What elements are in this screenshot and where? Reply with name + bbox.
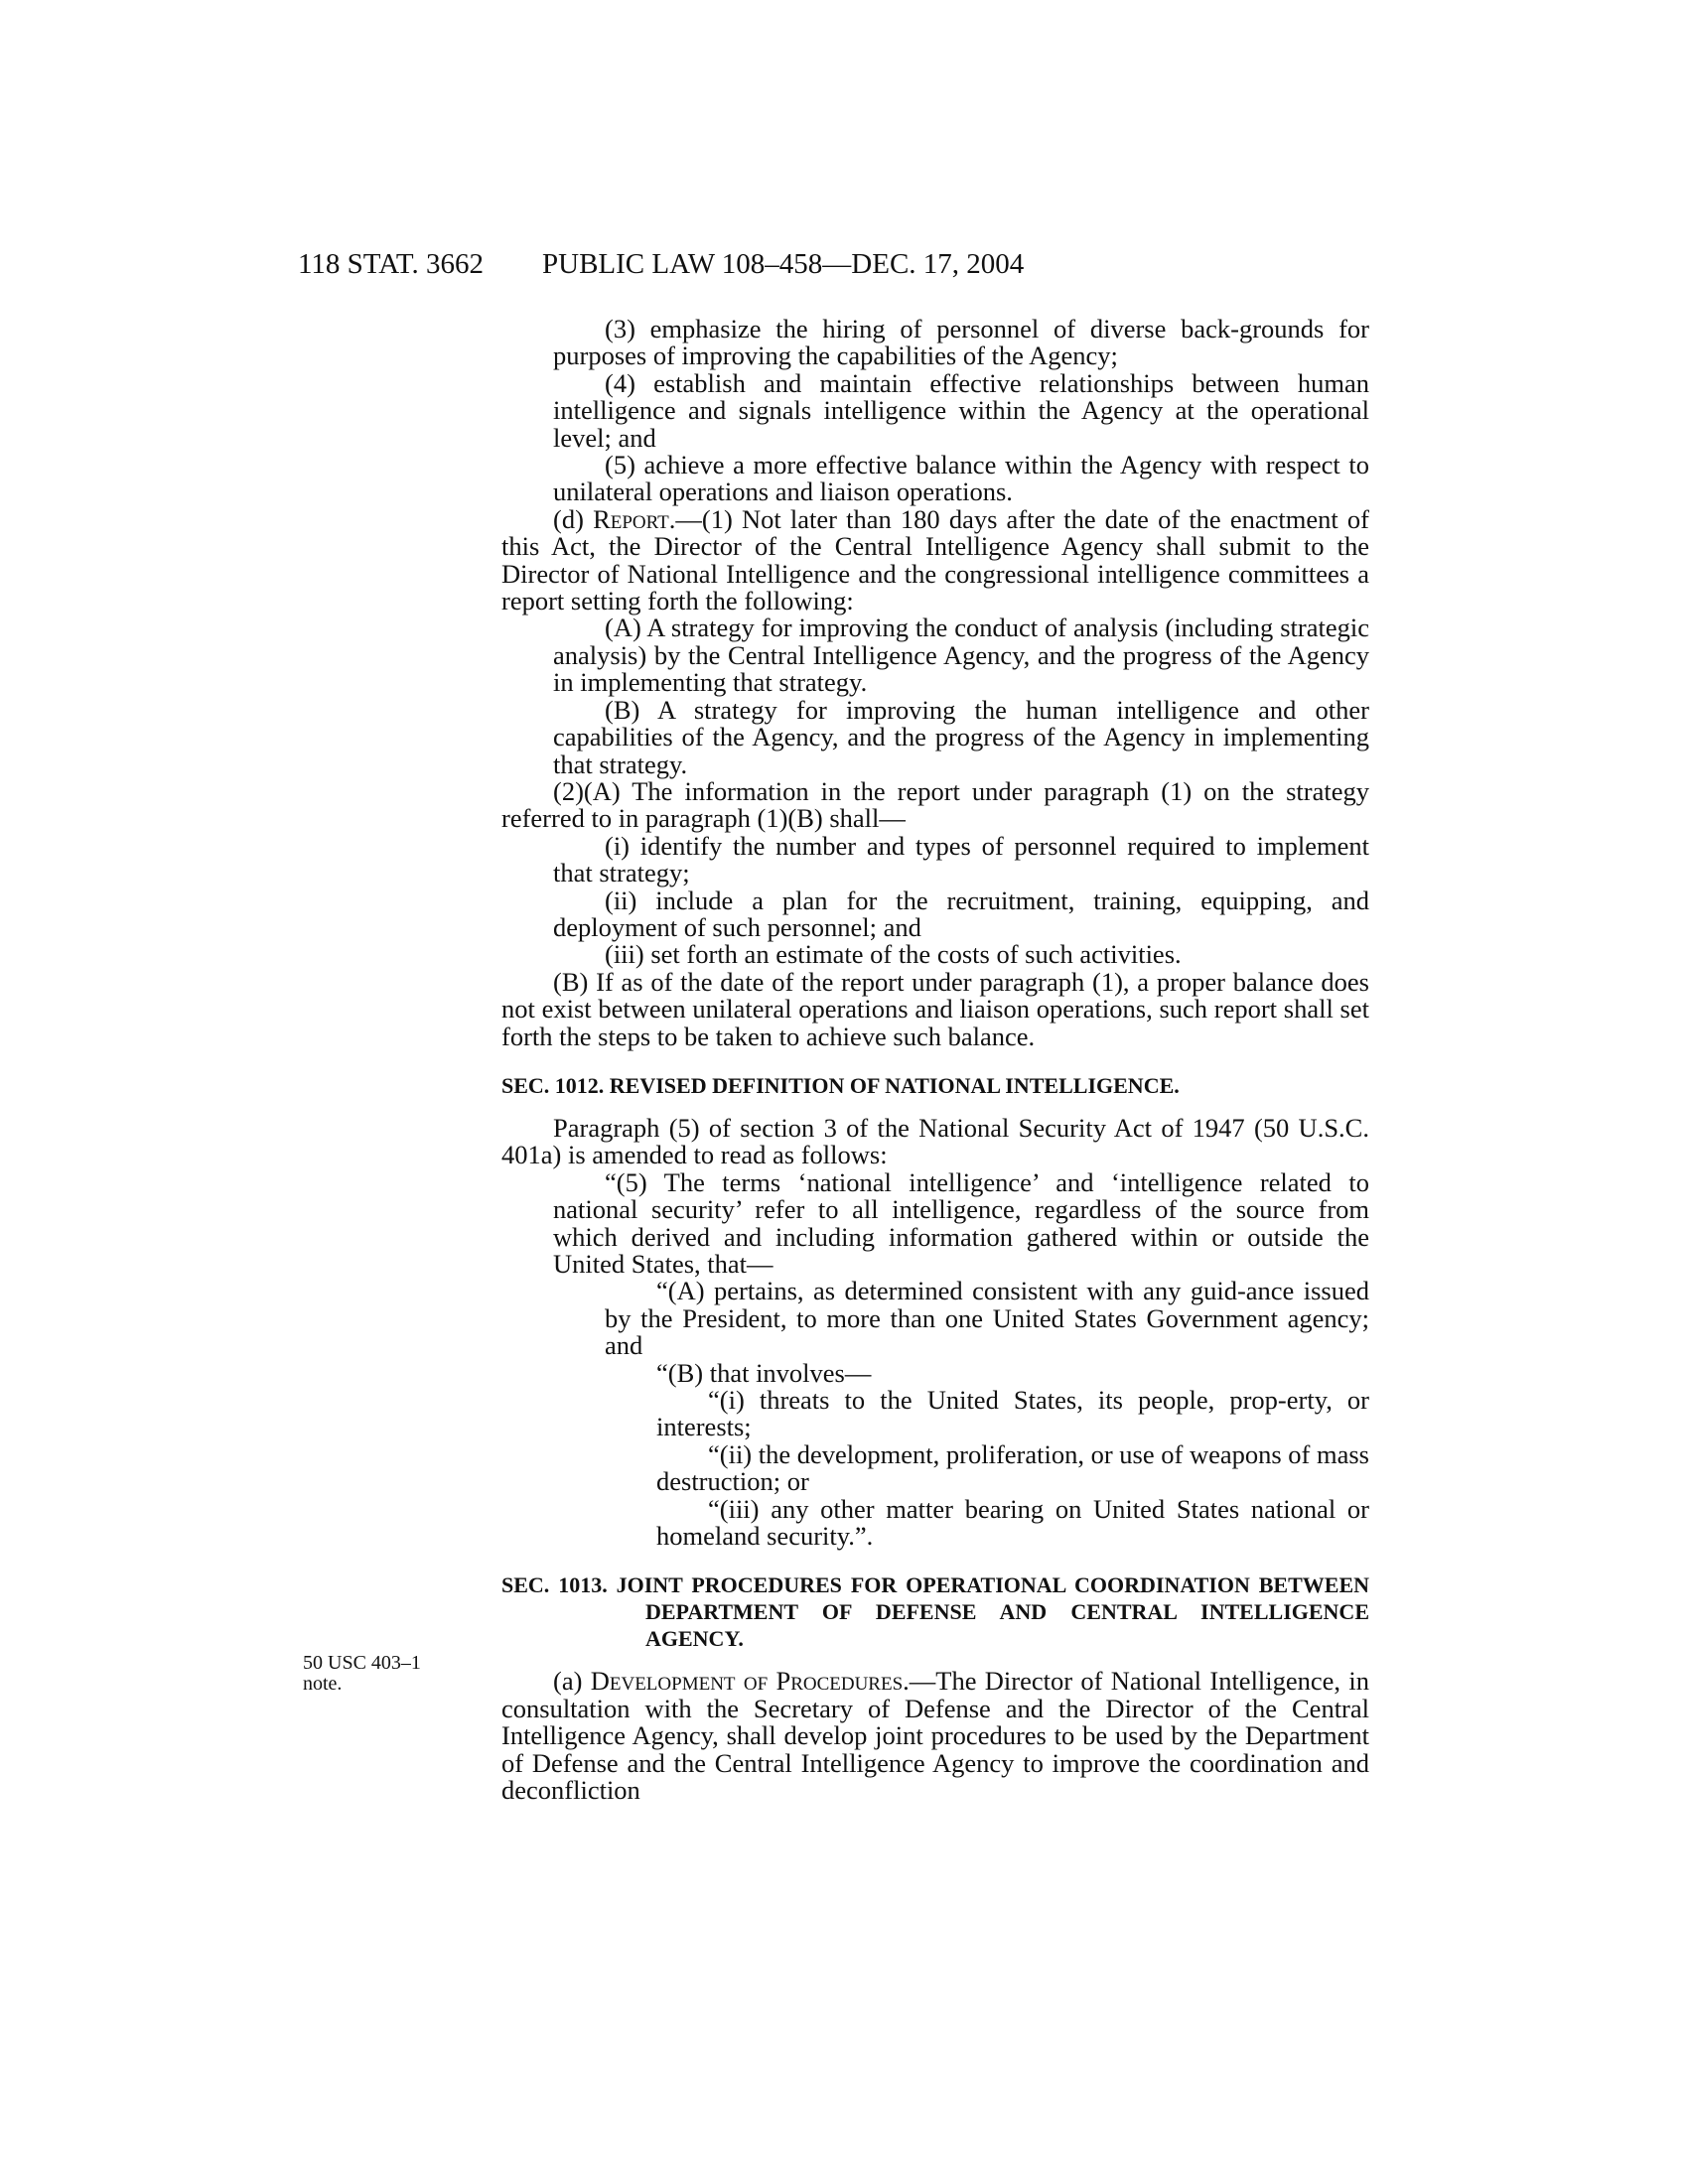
subsection-d-label: (d) — [553, 503, 594, 534]
clause-d-i: (i) identify the number and types of personnel required to implement that strategy; — [553, 830, 1369, 888]
section-1013-heading — [501, 1571, 1369, 1652]
subparagraph-d-a — [501, 614, 1369, 696]
quoted-clause-iii: “(iii) any other matter bearing on United States national or homeland security.”. — [656, 1493, 1369, 1552]
subparagraph-d-b — [501, 694, 1369, 779]
subparagraph-d-a-text: (A) A strategy for improving the conduct of analysis (including strategic analysis) by the Central Intelligence Agency, and the progress of the Agency in implementing that strategy. — [553, 613, 1369, 698]
subsection-a-text: .—The Director of National Intelligence, in consultation with the Secretary of Defense and the Director of the Central Intelligence Agency, shall develop joint procedures to be used by the Department of Defense and the Central Intelligence Agency to improve the coordination and deconfliction — [501, 1666, 1369, 1806]
paragraph-4: (4) establish and maintain effective relationships between human intelligence and signals intelligence within the Agency at the operational level; and — [553, 367, 1369, 453]
quoted-clause-ii: “(ii) the development, proliferation, or use of weapons of mass destruction; or — [656, 1438, 1369, 1497]
paragraph-3: (3) emphasize the hiring of personnel of diverse back-grounds for purposes of improving the capabilities of the Agency; — [553, 314, 1369, 371]
public-law-citation: PUBLIC LAW 108–458—DEC. 17, 2004 — [542, 248, 1025, 280]
document-body — [501, 314, 1370, 1806]
subsection-d-text: .—(1) Not later than 180 days after the date of the enactment of this Act, the Director of the Central Intelligence Agency shall submit to the Director of National Intelligence and the congressional intelligence committees a report setting forth the following: — [501, 503, 1369, 616]
section-1013-subsection-a — [501, 1668, 1369, 1804]
quoted-subparagraph-b: “(B) that involves— — [656, 1357, 872, 1388]
subparagraph-d-b-text: (B) A strategy for improving the human intelligence and other capabilities of the Agency, and the progress of the Agency in implementing that strategy. — [553, 694, 1369, 779]
paragraph-5: (5) achieve a more effective balance within the Agency with respect to unilateral operations and liaison operations. — [553, 450, 1369, 507]
quoted-clause-i: “(i) threats to the United States, its people, prop-erty, or interests; — [656, 1385, 1369, 1442]
section-1013-title: JOINT PROCEDURES FOR OPERATIONAL COORDINATION BETWEEN DEPARTMENT OF DEFENSE AND CENTRAL INTELLIGENCE AGENCY. — [616, 1572, 1370, 1652]
paragraph-d-2b: (B) If as of the date of the report under paragraph (1), a proper balance does not exist between unilateral operations and liaison operations, such report shall set forth the steps to be taken to achieve such balance. — [501, 966, 1369, 1051]
clause-d-ii: (ii) include a plan for the recruitment, training, equipping, and deployment of such personnel; and — [553, 885, 1369, 942]
stat-page-number: 118 STAT. 3662 — [298, 248, 484, 280]
paragraph-d-2a: (2)(A) The information in the report under paragraph (1) on the strategy referred to in paragraph (1)(B) shall— — [501, 775, 1369, 834]
section-1012-intro: Paragraph (5) of section 3 of the National Security Act of 1947 (50 U.S.C. 401a) is amended to read as follows: — [501, 1112, 1369, 1170]
margin-note-usc: 50 USC 403–1 note. — [303, 1652, 421, 1695]
subsection-a-heading: Development of Procedures — [590, 1666, 904, 1697]
clause-d-iii: (iii) set forth an estimate of the costs of such activities. — [605, 939, 1182, 970]
section-1012-heading: SEC. 1012. REVISED DEFINITION OF NATIONAL INTELLIGENCE. — [501, 1072, 1180, 1098]
quoted-paragraph-5: “(5) The terms ‘national intelligence’ and ‘intelligence related to national security’ refer to all intelligence, regardless of the source from which derived and including information gathered within or outside the United States, that— — [553, 1166, 1369, 1279]
subsection-d — [501, 503, 1369, 616]
subsection-d-heading: Report — [593, 503, 669, 534]
page-header — [298, 248, 1370, 288]
quoted-subparagraph-a: “(A) pertains, as determined consistent with any guid-ance issued by the President, to more than one United States Government agency; and — [605, 1276, 1369, 1361]
section-1013-number: SEC. 1013. — [501, 1572, 608, 1598]
subsection-a-label: (a) — [553, 1666, 591, 1697]
